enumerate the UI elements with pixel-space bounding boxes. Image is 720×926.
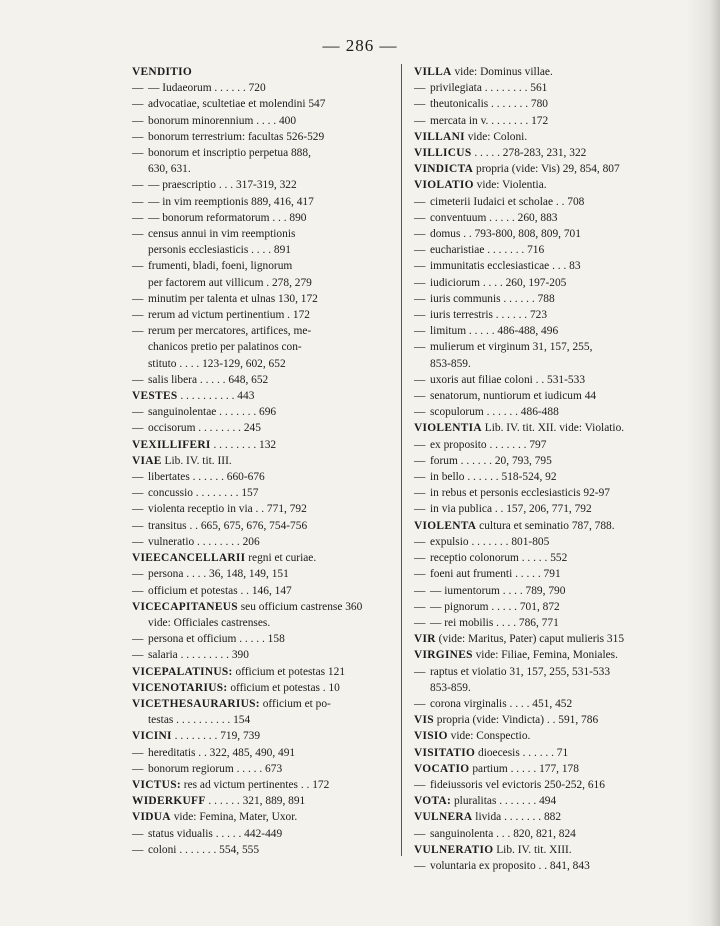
em-dash-icon [132, 145, 146, 161]
index-subentry-text: census annui in vim reemptionis [148, 228, 296, 241]
index-entry-text: VOCATIO partium . . . . . 177, 178 [414, 762, 579, 775]
em-dash-icon [132, 291, 146, 307]
em-dash-icon [414, 275, 428, 291]
em-dash-icon [414, 323, 428, 339]
em-dash-icon [132, 761, 146, 777]
index-entry-text: VENDITIO [132, 66, 192, 78]
index-subentry [414, 307, 668, 323]
em-dash-icon [414, 96, 428, 112]
index-entry-text: VILLANI vide: Coloni. [414, 130, 528, 143]
column-divider [401, 64, 403, 856]
index-subentry-text: receptio colonorum . . . . . 552 [430, 552, 568, 565]
index-subentry [414, 696, 668, 712]
index-subentry-text: domus . . 793-800, 808, 809, 701 [430, 228, 581, 241]
index-subentry-text: vulneratio . . . . . . . . 206 [148, 535, 260, 548]
index-subentry [414, 80, 668, 96]
index-subentry [132, 258, 388, 274]
index-subentry-text: persona . . . . 36, 148, 149, 151 [148, 568, 289, 581]
index-entry-heading [132, 680, 388, 696]
index-subentry-text: limitum . . . . . 486-488, 496 [430, 325, 559, 338]
em-dash-icon [132, 631, 146, 647]
em-dash-icon [414, 615, 428, 631]
index-entry-heading [132, 64, 388, 80]
page-number: — 286 — [322, 36, 398, 55]
index-subentry [414, 858, 668, 874]
index-subentry [414, 777, 668, 793]
index-entry-heading [414, 712, 668, 728]
index-subentry-text: violenta receptio in via . . 771, 792 [148, 503, 307, 516]
index-entry-text: VICENOTARIUS: officium et potestas . 10 [132, 681, 340, 694]
index-subentry-text: rerum per mercatores, artifices, me- [148, 325, 312, 338]
em-dash-icon [414, 501, 428, 517]
em-dash-icon [132, 129, 146, 145]
index-subentry-text: — praescriptio . . . 317-319, 322 [148, 179, 297, 192]
index-column-left [132, 64, 388, 858]
em-dash-icon [414, 826, 428, 842]
index-subentry [414, 453, 668, 469]
index-entry-text: VULNERA livida . . . . . . . 882 [414, 811, 562, 824]
index-subentry [132, 745, 388, 761]
index-entry-text: VIOLENTA cultura et seminatio 787, 788. [414, 519, 615, 532]
em-dash-icon [414, 194, 428, 210]
index-subentry [414, 291, 668, 307]
index-continuation: vide: Officiales castrenses. [148, 616, 271, 629]
em-dash-icon [414, 485, 428, 501]
index-subentry [132, 485, 388, 501]
em-dash-icon [414, 777, 428, 793]
em-dash-icon [132, 420, 146, 436]
index-subentry [414, 437, 668, 453]
em-dash-icon [414, 599, 428, 615]
index-subentry [132, 226, 388, 242]
em-dash-icon [132, 323, 146, 339]
index-subentry-text: ex proposito . . . . . . . 797 [430, 438, 547, 451]
index-continuation: testas . . . . . . . . . . 154 [148, 714, 251, 727]
index-entry-text: VESTES . . . . . . . . . . 443 [132, 390, 255, 403]
index-subentry-text: iudiciorum . . . . 260, 197-205 [430, 276, 567, 289]
index-subentry-text: raptus et violatio 31, 157, 255, 531-533 [430, 665, 611, 678]
em-dash-icon [414, 258, 428, 274]
index-subentry [414, 258, 668, 274]
index-subentry-text: hereditatis . . 322, 485, 490, 491 [148, 746, 296, 759]
em-dash-icon [132, 826, 146, 842]
index-subentry [414, 96, 668, 112]
index-subentry [132, 534, 388, 550]
index-subentry [414, 550, 668, 566]
em-dash-icon [132, 226, 146, 242]
index-subentry [132, 145, 388, 161]
index-entry-text: VIS propria (vide: Vindicta) . . 591, 786 [414, 714, 599, 727]
index-subentry [414, 583, 668, 599]
em-dash-icon [132, 566, 146, 582]
index-entry-heading [414, 64, 668, 80]
index-subentry-text: coloni . . . . . . . 554, 555 [148, 843, 260, 856]
em-dash-icon [414, 242, 428, 258]
index-subentry-text: bonorum terrestrium: facultas 526-529 [148, 130, 325, 143]
index-entry-text: VIEECANCELLARII regni et curiae. [132, 552, 317, 565]
index-subentry [132, 631, 388, 647]
index-subentry [414, 323, 668, 339]
index-column-right [414, 64, 668, 874]
em-dash-icon [132, 80, 146, 96]
index-entry-text: VOTA: pluralitas . . . . . . . 494 [414, 795, 557, 808]
index-subentry-text: — in vim reemptionis 889, 416, 417 [148, 195, 314, 208]
index-entry-heading [132, 793, 388, 809]
index-entry-heading [414, 809, 668, 825]
index-entry-heading [132, 696, 388, 712]
em-dash-icon [132, 745, 146, 761]
index-subentry-text: in via publica . . 157, 206, 771, 792 [430, 503, 592, 516]
index-subentry-text: minutim per talenta et ulnas 130, 172 [148, 292, 318, 305]
index-continuation: 853-859. [430, 681, 471, 694]
index-entry-heading [414, 518, 668, 534]
em-dash-icon [414, 550, 428, 566]
index-entry-text: VISITATIO dioecesis . . . . . . 71 [414, 746, 569, 759]
em-dash-icon [132, 307, 146, 323]
em-dash-icon [414, 404, 428, 420]
index-subentry [414, 615, 668, 631]
index-entry-heading [132, 664, 388, 680]
em-dash-icon [132, 485, 146, 501]
index-subentry [132, 404, 388, 420]
em-dash-icon [132, 501, 146, 517]
index-entry-text: VICETHESAURARIUS: officium et po- [132, 697, 331, 710]
index-entry-heading [414, 177, 668, 193]
index-subentry [132, 826, 388, 842]
index-subentry-text: salis libera . . . . . 648, 652 [148, 373, 269, 386]
em-dash-icon [414, 453, 428, 469]
em-dash-icon [414, 566, 428, 582]
em-dash-icon [414, 339, 428, 355]
index-subentry-text: theutonicalis . . . . . . . 780 [430, 98, 549, 111]
index-subentry [132, 307, 388, 323]
em-dash-icon [132, 177, 146, 193]
index-subentry [132, 566, 388, 582]
index-subentry [132, 842, 388, 858]
index-entry-heading [414, 647, 668, 663]
index-subentry [414, 113, 668, 129]
index-subentry-text: fideiussoris vel evictoris 250-252, 616 [430, 778, 605, 791]
index-subentry [414, 469, 668, 485]
index-subentry-text: immunitatis ecclesiasticae . . . 83 [430, 260, 581, 273]
index-subentry-text: sanguinolentae . . . . . . . 696 [148, 406, 277, 419]
index-subentry [132, 291, 388, 307]
index-subentry-text: transitus . . 665, 675, 676, 754-756 [148, 519, 308, 532]
index-subentry [414, 599, 668, 615]
em-dash-icon [132, 647, 146, 663]
index-subentry-text: libertates . . . . . . 660-676 [148, 471, 265, 484]
em-dash-icon [414, 664, 428, 680]
index-subentry [132, 420, 388, 436]
index-subentry-text: frumenti, bladi, foeni, lignorum [148, 260, 293, 273]
index-subentry-text: status vidualis . . . . . 442-449 [148, 827, 283, 840]
index-entry-text: VIDUA vide: Femina, Mater, Uxor. [132, 811, 298, 824]
index-continuation: 853-859. [430, 357, 471, 370]
em-dash-icon [414, 80, 428, 96]
index-entry-heading [132, 809, 388, 825]
index-subentry [414, 485, 668, 501]
em-dash-icon [132, 194, 146, 210]
index-subentry-text: bonorum regiorum . . . . . 673 [148, 762, 283, 775]
index-continuation: chanicos pretio per palatinos con- [148, 341, 302, 354]
index-entry-text: VIOLATIO vide: Violentia. [414, 179, 547, 192]
index-subentry-text: mercata in v. . . . . . . . 172 [430, 114, 549, 127]
index-entry-text: VIRGINES vide: Filiae, Femina, Moniales. [414, 649, 618, 662]
em-dash-icon [414, 291, 428, 307]
em-dash-icon [414, 388, 428, 404]
em-dash-icon [132, 583, 146, 599]
index-entry-heading [414, 728, 668, 744]
em-dash-icon [132, 113, 146, 129]
em-dash-icon [414, 858, 428, 874]
em-dash-icon [414, 307, 428, 323]
em-dash-icon [414, 210, 428, 226]
index-subentry-text: salaria . . . . . . . . . 390 [148, 649, 249, 662]
index-subentry [414, 339, 668, 355]
index-entry-heading [414, 761, 668, 777]
index-subentry-text: — Iudaeorum . . . . . . 720 [148, 82, 266, 95]
index-entry-heading [414, 161, 668, 177]
em-dash-icon [414, 534, 428, 550]
em-dash-icon [132, 404, 146, 420]
em-dash-icon [414, 469, 428, 485]
index-subentry [414, 388, 668, 404]
index-subentry-text: — rei mobilis . . . . 786, 771 [430, 616, 559, 629]
index-subentry-text: cimeterii Iudaici et scholae . . 708 [430, 195, 585, 208]
index-subentry [414, 372, 668, 388]
index-subentry-text: occisorum . . . . . . . . 245 [148, 422, 261, 435]
index-subentry [414, 534, 668, 550]
index-entry-heading [132, 453, 388, 469]
index-continuation: stituto . . . . 123-129, 602, 652 [148, 357, 286, 370]
em-dash-icon [414, 437, 428, 453]
index-subentry [132, 761, 388, 777]
index-subentry-text: in rebus et personis ecclesiasticis 92-97 [430, 487, 610, 500]
index-subentry-text: forum . . . . . . 20, 793, 795 [430, 454, 552, 467]
index-subentry-text: concussio . . . . . . . . 157 [148, 487, 259, 500]
index-subentry [132, 177, 388, 193]
index-entry-heading [132, 388, 388, 404]
index-entry-heading [132, 550, 388, 566]
em-dash-icon [132, 518, 146, 534]
em-dash-icon [132, 842, 146, 858]
page-edge-shadow [686, 0, 720, 926]
index-subentry-text: bonorum et inscriptio perpetua 888, [148, 147, 311, 160]
index-entry-text: VIR (vide: Maritus, Pater) caput mulieris 315 [414, 633, 625, 646]
index-subentry [414, 664, 668, 680]
index-subentry-text: in bello . . . . . . 518-524, 92 [430, 471, 557, 484]
index-subentry [414, 275, 668, 291]
index-entry-heading [414, 745, 668, 761]
index-subentry-text: advocatiae, scultetiae et molendini 547 [148, 98, 326, 111]
index-subentry-text: mulierum et virginum 31, 157, 255, [430, 341, 593, 354]
em-dash-icon [132, 372, 146, 388]
em-dash-icon [414, 372, 428, 388]
em-dash-icon [132, 469, 146, 485]
index-subentry-text: scopulorum . . . . . . 486-488 [430, 406, 559, 419]
index-subentry-text: conventuum . . . . . 260, 883 [430, 211, 558, 224]
index-subentry-text: privilegiata . . . . . . . . 561 [430, 82, 548, 95]
index-entry-text: VICTUS: res ad victum pertinentes . . 172 [132, 778, 330, 791]
index-entry-text: VICECAPITANEUS seu officium castrense 360 [132, 600, 363, 613]
index-subentry-text: iuris terrestris . . . . . . 723 [430, 309, 548, 322]
index-subentry-text: iuris communis . . . . . . 788 [430, 292, 555, 305]
index-subentry [132, 518, 388, 534]
index-subentry-text: — bonorum reformatorum . . . 890 [148, 211, 307, 224]
index-entry-heading [414, 631, 668, 647]
index-entry-text: VILLICUS . . . . . 278-283, 231, 322 [414, 147, 587, 160]
index-entry-heading [132, 728, 388, 744]
index-subentry [414, 566, 668, 582]
index-subentry-text: corona virginalis . . . . 451, 452 [430, 697, 573, 710]
index-subentry [132, 210, 388, 226]
index-subentry [414, 242, 668, 258]
index-subentry-text: senatorum, nuntiorum et iudicum 44 [430, 390, 597, 403]
index-continuation: personis ecclesiasticis . . . . 891 [148, 244, 291, 257]
index-entry-text: WIDERKUFF . . . . . . 321, 889, 891 [132, 795, 306, 808]
index-entry-text: VINDICTA propria (vide: Vis) 29, 854, 807 [414, 163, 620, 176]
index-subentry [132, 469, 388, 485]
index-entry-text: VICINI . . . . . . . . 719, 739 [132, 730, 261, 743]
index-subentry-text: foeni aut frumenti . . . . . 791 [430, 568, 561, 581]
index-subentry-text: — iumentorum . . . . 789, 790 [430, 584, 566, 597]
index-subentry-text: expulsio . . . . . . . 801-805 [430, 535, 550, 548]
index-entry-heading [414, 842, 668, 858]
index-subentry [132, 129, 388, 145]
index-subentry-text: uxoris aut filiae coloni . . 531-533 [430, 373, 586, 386]
em-dash-icon [132, 210, 146, 226]
index-entry-text: VIAE Lib. IV. tit. III. [132, 454, 232, 467]
index-entry-text: VICEPALATINUS: officium et potestas 121 [132, 665, 346, 678]
em-dash-icon [132, 96, 146, 112]
index-subentry-text: persona et officium . . . . . 158 [148, 633, 285, 646]
index-entry-text: VILLA vide: Dominus villae. [414, 66, 553, 78]
index-subentry [132, 372, 388, 388]
index-entry-heading [414, 145, 668, 161]
index-entry-text: VEXILLIFERI . . . . . . . . 132 [132, 438, 277, 451]
index-entry-heading [414, 420, 668, 436]
index-subentry [414, 826, 668, 842]
index-entry-heading [414, 129, 668, 145]
index-subentry [414, 404, 668, 420]
em-dash-icon [132, 534, 146, 550]
index-entry-text: VIOLENTIA Lib. IV. tit. XII. vide: Violatio. [414, 422, 625, 435]
index-subentry-text: bonorum minorennium . . . . 400 [148, 114, 297, 127]
em-dash-icon [414, 226, 428, 242]
index-subentry [132, 323, 388, 339]
index-subentry [132, 501, 388, 517]
em-dash-icon [414, 113, 428, 129]
index-subentry-text: rerum ad victum pertinentium . 172 [148, 309, 310, 322]
index-entry-text: VISIO vide: Conspectio. [414, 730, 531, 743]
index-entry-heading [132, 437, 388, 453]
index-entry-heading [414, 793, 668, 809]
em-dash-icon [414, 696, 428, 712]
index-entry-text: VULNERATIO Lib. IV. tit. XIII. [414, 843, 572, 856]
index-entry-heading [132, 599, 388, 615]
index-subentry [414, 501, 668, 517]
index-subentry-text: — pignorum . . . . . 701, 872 [430, 600, 560, 613]
em-dash-icon [414, 583, 428, 599]
index-subentry-text: officium et potestas . . 146, 147 [148, 584, 292, 597]
index-subentry [132, 583, 388, 599]
index-subentry-text: sanguinolenta . . . 820, 821, 824 [430, 827, 576, 840]
index-continuation: per factorem aut villicum . 278, 279 [148, 276, 312, 289]
index-subentry [132, 96, 388, 112]
index-subentry [414, 210, 668, 226]
index-subentry [132, 647, 388, 663]
index-continuation: 630, 631. [148, 163, 191, 176]
em-dash-icon [132, 258, 146, 274]
index-entry-heading [132, 777, 388, 793]
index-subentry [132, 194, 388, 210]
index-subentry [414, 194, 668, 210]
index-subentry-text: eucharistiae . . . . . . . 716 [430, 244, 545, 257]
index-subentry-text: voluntaria ex proposito . . 841, 843 [430, 859, 590, 872]
index-subentry [414, 226, 668, 242]
index-subentry [132, 80, 388, 96]
index-subentry [132, 113, 388, 129]
